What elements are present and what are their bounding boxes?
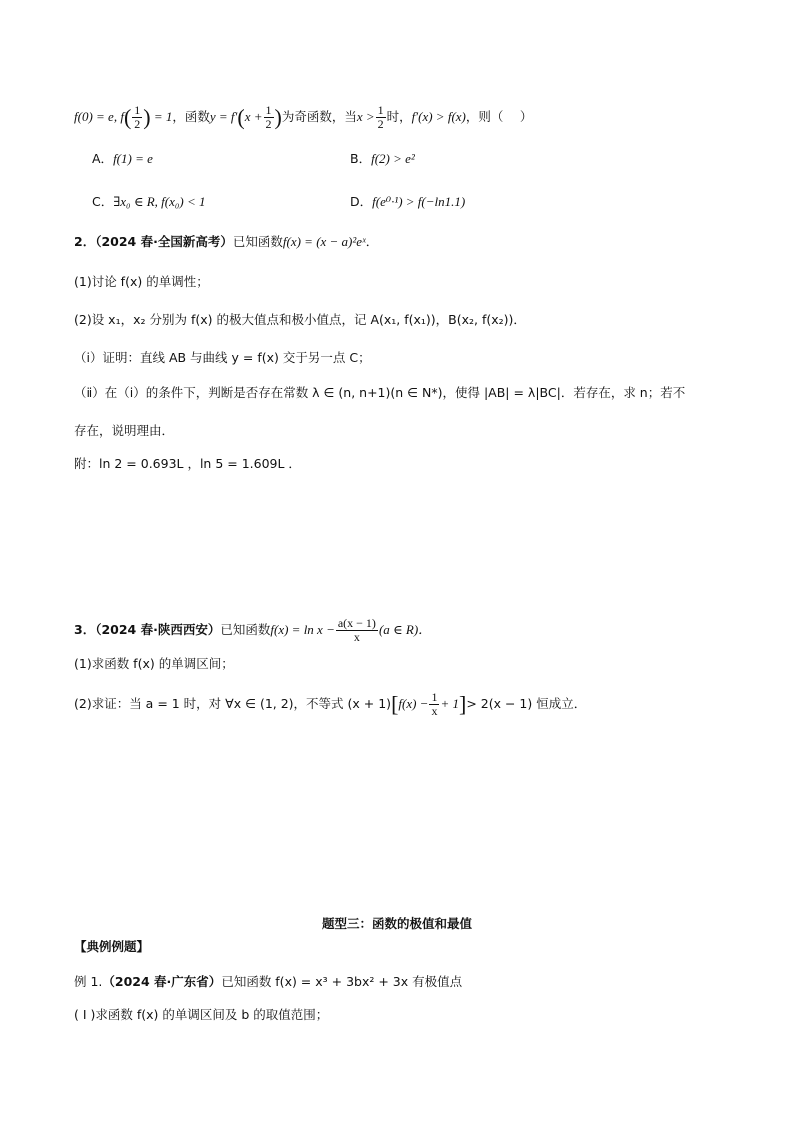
q2-part1: (1)讨论 f(x) 的单调性； xyxy=(74,274,209,289)
q2-title: 2．（2024 春·全国新高考）已知函数f(x) = (x − a)²eˣ． xyxy=(74,234,379,249)
q1-option-b: B．f(2) > e² xyxy=(350,151,415,166)
section-label: 【典例例题】 xyxy=(74,939,150,954)
q1-option-c: C．∃x₀ ∈ R, f(x₀) < 1 xyxy=(92,194,206,209)
section-heading: 题型三：函数的极值和最值 xyxy=(321,916,472,931)
example-1-part1: ( I )求函数 f(x) 的单调区间及 b 的取值范围； xyxy=(74,1007,329,1022)
q3-part1: (1)求函数 f(x) 的单调区间； xyxy=(74,656,234,671)
q3-part2: (2)求证：当 a = 1 时，对 ∀x ∈ (1, 2)，不等式 (x + 1)[f(x) − $\frac{1}{x}$ + 1]> 2(x − 1) 恒成立． xyxy=(74,690,587,718)
q1-fraction: $\frac{1}{2}$ xyxy=(134,103,141,131)
q1-stem: f(0) = e, f( $\frac{1}{2}$ ) = 1，函数y = f′(x + $\frac{1}{2}$ )为奇函数，当x > $\frac{1}{2}$ 时，f′(x) > f(x)，则（ ） xyxy=(74,103,533,131)
q1-option-a: A．f(1) = e xyxy=(92,151,153,166)
q2-part2: (2)设 x₁，x₂ 分别为 f(x) 的极大值点和极小值点，记 A(x₁, f(x₁))，B(x₂, f(x₂))． xyxy=(74,312,526,327)
q2-part3: （ⅰ）证明：直线 AB 与曲线 y = f(x) 交于另一点 C； xyxy=(74,350,371,365)
q2-part5: 存在，说明理由． xyxy=(74,423,175,438)
q1-option-d: D．f(e⁰·¹) > f(−ln1.1) xyxy=(350,194,466,209)
example-1-title: 例 1.（2024 春·广东省）已知函数 f(x) = x³ + 3bx² + 3x 有极值点 xyxy=(74,974,463,989)
q2-part4: （ⅱ）在（i）的条件下，判断是否存在常数 λ ∈ (n, n+1)(n ∈ N*)，使得 |AB| = λ|BC|．若存在，求 n；若不 xyxy=(74,385,686,400)
q2-appendix: 附：ln 2 = 0.693L ，ln 5 = 1.609L ． xyxy=(74,456,301,471)
q3-title: 3．（2024 春·陕西西安）已知函数f(x) = ln x − $\frac{a(x - 1)}{x}$ (a ∈ R)． xyxy=(74,616,432,644)
